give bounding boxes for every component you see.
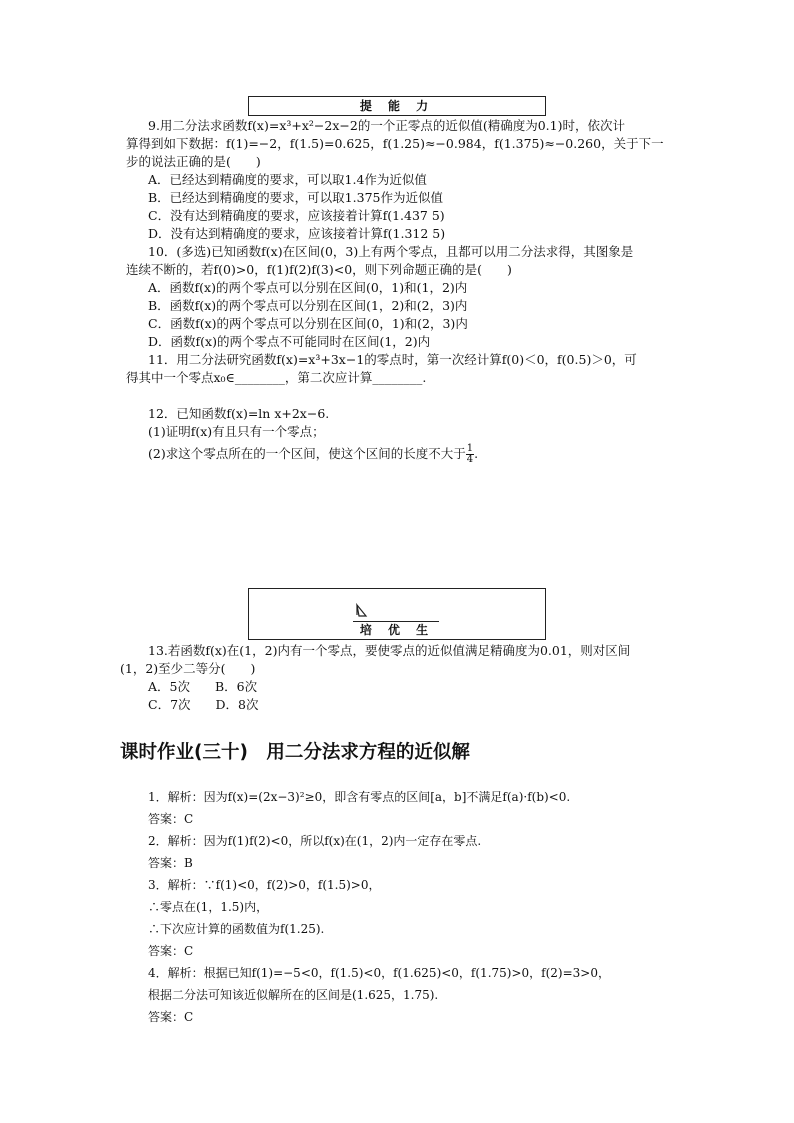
answer-line: 4．解析：根据已知f(1)=−5<0，f(1.5)<0，f(1.625)<0，f(1.75)>0，f(2)=3>0， [148,966,610,980]
answer-line: ∴下次应计算的函数值为f(1.25). [148,922,325,936]
one-quarter-fraction [466,444,474,465]
q9-line3: 步的说法正确的是( ) [126,154,261,169]
section-banner-ti-neng-li [248,96,546,116]
q13-options-row1: A．5次 B．6次 [148,679,258,694]
answer-line: 答案：C [148,1010,194,1024]
q12-line2: (1)证明f(x)有且只有一个零点； [148,424,325,439]
answer-line: 答案：C [148,812,194,826]
q13-line1: 13.若函数f(x)在(1，2)内有一个零点，要使零点的近似值满足精确度为0.01，则对区间 [148,643,631,658]
section-label: 提 能 力 [359,99,435,113]
q9-option-c: C．没有达到精确度的要求，应该接着计算f(1.437 5) [148,208,445,223]
answer-line: 3．解析：∵f(1)<0，f(2)>0，f(1.5)>0， [148,878,381,892]
q13-options-row2: C．7次 D．8次 [148,697,259,712]
banner-underline [353,621,439,622]
q9-option-b: B．已经达到精确度的要求，可以取1.375作为近似值 [148,190,443,205]
q9-line2: 算得到如下数据：f(1)=−2，f(1.5)=0.625，f(1.25)≈−0.984，f(1.375)≈−0.260，关于下一 [126,136,664,151]
q10-option-b: B．函数f(x)的两个零点可以分别在区间(1，2)和(2，3)内 [148,298,468,313]
q13-line2: (1，2)至少二等分( ) [120,661,256,676]
q12-line3 [148,444,675,465]
fraction-denominator: 4 [466,454,474,465]
q10-option-c: C．函数f(x)的两个零点可以分别在区间(0，1)和(2，3)内 [148,316,468,331]
answer-line: 1．解析：因为f(x)=(2x−3)²≥0，即含有零点的区间[a，b]不满足f(a)·f(b)<0. [148,790,571,804]
q11-line1: 11．用二分法研究函数f(x)=x³+3x−1的零点时，第一次经计算f(0)＜0，f(0.5)＞0，可 [148,352,637,367]
q12-line3-text: (2)求这个零点所在的一个区间，使这个区间的长度不大于 [148,446,466,461]
section-banner-pei-you-sheng [248,588,546,640]
q9-option-d: D．没有达到精确度的要求，应该接着计算f(1.312 5) [148,226,446,241]
answers-title: 课时作业(三十) 用二分法求方程的近似解 [120,742,470,763]
answer-line: ∴零点在(1，1.5)内， [148,900,269,914]
q9-option-a: A．已经达到精确度的要求，可以取1.4作为近似值 [148,172,427,187]
q11-line2: 得其中一个零点x₀∈________，第二次应计算________. [126,370,427,385]
fraction-numerator: 1 [466,443,474,454]
q12-line3-end: . [474,446,479,461]
q10-line1: 10．(多选)已知函数f(x)在区间(0，3)上有两个零点，且都可以用二分法求得，其图象是 [148,244,634,259]
answer-line: 答案：C [148,944,194,958]
q12-line1: 12．已知函数f(x)=ln x+2x−6. [148,406,330,421]
q10-line2: 连续不断的，若f(0)>0，f(1)f(2)f(3)<0，则下列命题正确的是( ) [126,262,512,277]
q10-option-a: A．函数f(x)的两个零点可以分别在区间(0，1)和(1，2)内 [148,280,468,295]
q9-line1: 9.用二分法求函数f(x)=x³+x²−2x−2的一个正零点的近似值(精确度为0.1)时，依次计 [148,118,625,133]
q10-option-d: D．函数f(x)的两个零点不可能同时在区间(1，2)内 [148,334,431,349]
answer-line: 答案：B [148,856,193,870]
pencil-icon [355,603,369,622]
answer-line: 2．解析：因为f(1)f(2)<0，所以f(x)在(1，2)内一定存在零点. [148,834,482,848]
answer-line: 根据二分法可知该近似解所在的区间是(1.625，1.75). [148,988,439,1002]
section-label: 培 优 生 [359,623,435,637]
